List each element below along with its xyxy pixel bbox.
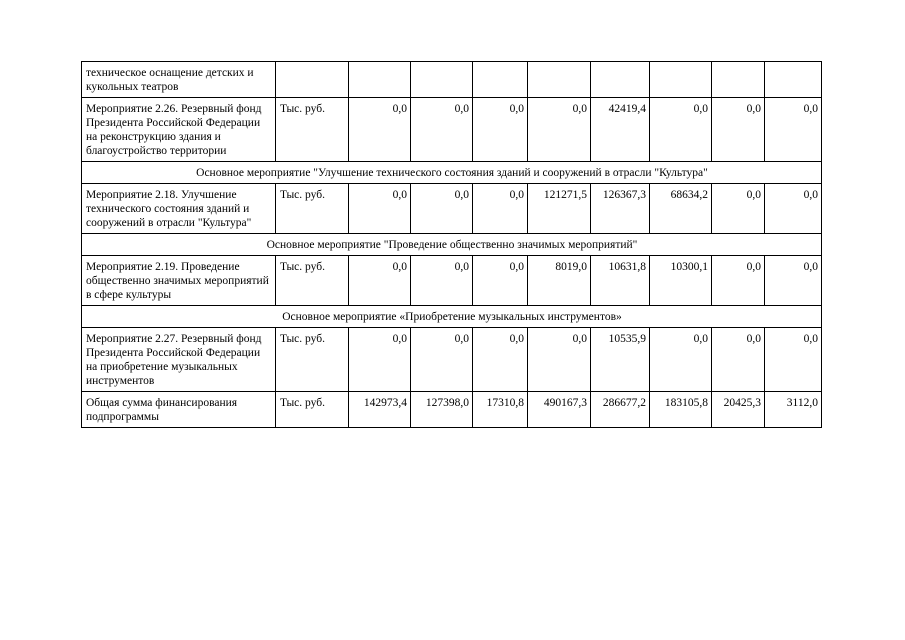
value-cell: 0,0 [650, 328, 712, 392]
row-unit: Тыс. руб. [276, 328, 349, 392]
section-heading: Основное мероприятие «Приобретение музыкальных инструментов» [82, 306, 822, 328]
value-cell: 0,0 [765, 184, 822, 234]
value-cell: 42419,4 [591, 98, 650, 162]
total-value-cell: 17310,8 [473, 392, 528, 428]
value-cell: 0,0 [411, 328, 473, 392]
total-value-cell: 142973,4 [349, 392, 411, 428]
table-row [82, 328, 822, 392]
value-cell: 68634,2 [650, 184, 712, 234]
row-unit: Тыс. руб. [276, 98, 349, 162]
value-cell: 0,0 [712, 256, 765, 306]
value-cell [349, 62, 411, 98]
row-unit: Тыс. руб. [276, 392, 349, 428]
total-value-cell: 490167,3 [528, 392, 591, 428]
value-cell [765, 62, 822, 98]
value-cell: 0,0 [473, 184, 528, 234]
section-row [82, 306, 822, 328]
value-cell: 0,0 [411, 184, 473, 234]
value-cell [591, 62, 650, 98]
value-cell: 0,0 [528, 328, 591, 392]
value-cell: 0,0 [528, 98, 591, 162]
total-value-cell: 183105,8 [650, 392, 712, 428]
value-cell: 10631,8 [591, 256, 650, 306]
value-cell: 10300,1 [650, 256, 712, 306]
value-cell: 0,0 [712, 98, 765, 162]
total-value-cell: 286677,2 [591, 392, 650, 428]
table-row [82, 98, 822, 162]
total-value-cell: 3112,0 [765, 392, 822, 428]
value-cell [411, 62, 473, 98]
value-cell: 126367,3 [591, 184, 650, 234]
value-cell [712, 62, 765, 98]
value-cell: 0,0 [349, 184, 411, 234]
value-cell: 0,0 [411, 256, 473, 306]
value-cell: 0,0 [765, 256, 822, 306]
value-cell: 0,0 [349, 256, 411, 306]
section-row [82, 234, 822, 256]
row-title: Мероприятие 2.18. Улучшение технического состояния зданий и сооружений в отрасли "Культура" [82, 184, 276, 234]
total-row [82, 392, 822, 428]
row-title: техническое оснащение детских и кукольных театров [82, 62, 276, 98]
funding-table-body [82, 62, 822, 428]
table-row [82, 62, 822, 98]
section-row [82, 162, 822, 184]
value-cell: 0,0 [473, 256, 528, 306]
funding-table [81, 61, 822, 428]
row-unit: Тыс. руб. [276, 256, 349, 306]
row-unit: Тыс. руб. [276, 184, 349, 234]
value-cell: 0,0 [765, 328, 822, 392]
value-cell [473, 62, 528, 98]
value-cell: 121271,5 [528, 184, 591, 234]
total-value-cell: 20425,3 [712, 392, 765, 428]
value-cell [528, 62, 591, 98]
value-cell: 10535,9 [591, 328, 650, 392]
table-row [82, 256, 822, 306]
row-unit [276, 62, 349, 98]
row-title: Общая сумма финансирования подпрограммы [82, 392, 276, 428]
row-title: Мероприятие 2.27. Резервный фонд Президента Российской Федерации на приобретение музыкальных инструментов [82, 328, 276, 392]
value-cell: 0,0 [473, 328, 528, 392]
value-cell: 0,0 [765, 98, 822, 162]
value-cell: 0,0 [349, 328, 411, 392]
row-title: Мероприятие 2.26. Резервный фонд Президента Российской Федерации на реконструкцию здания и благоустройство территории [82, 98, 276, 162]
value-cell: 0,0 [473, 98, 528, 162]
value-cell: 0,0 [349, 98, 411, 162]
value-cell: 0,0 [712, 328, 765, 392]
value-cell: 8019,0 [528, 256, 591, 306]
table-row [82, 184, 822, 234]
total-value-cell: 127398,0 [411, 392, 473, 428]
section-heading: Основное мероприятие "Проведение общественно значимых мероприятий" [82, 234, 822, 256]
value-cell: 0,0 [712, 184, 765, 234]
row-title: Мероприятие 2.19. Проведение общественно значимых мероприятий в сфере культуры [82, 256, 276, 306]
value-cell [650, 62, 712, 98]
value-cell: 0,0 [650, 98, 712, 162]
section-heading: Основное мероприятие "Улучшение технического состояния зданий и сооружений в отрасли "Культура" [82, 162, 822, 184]
value-cell: 0,0 [411, 98, 473, 162]
